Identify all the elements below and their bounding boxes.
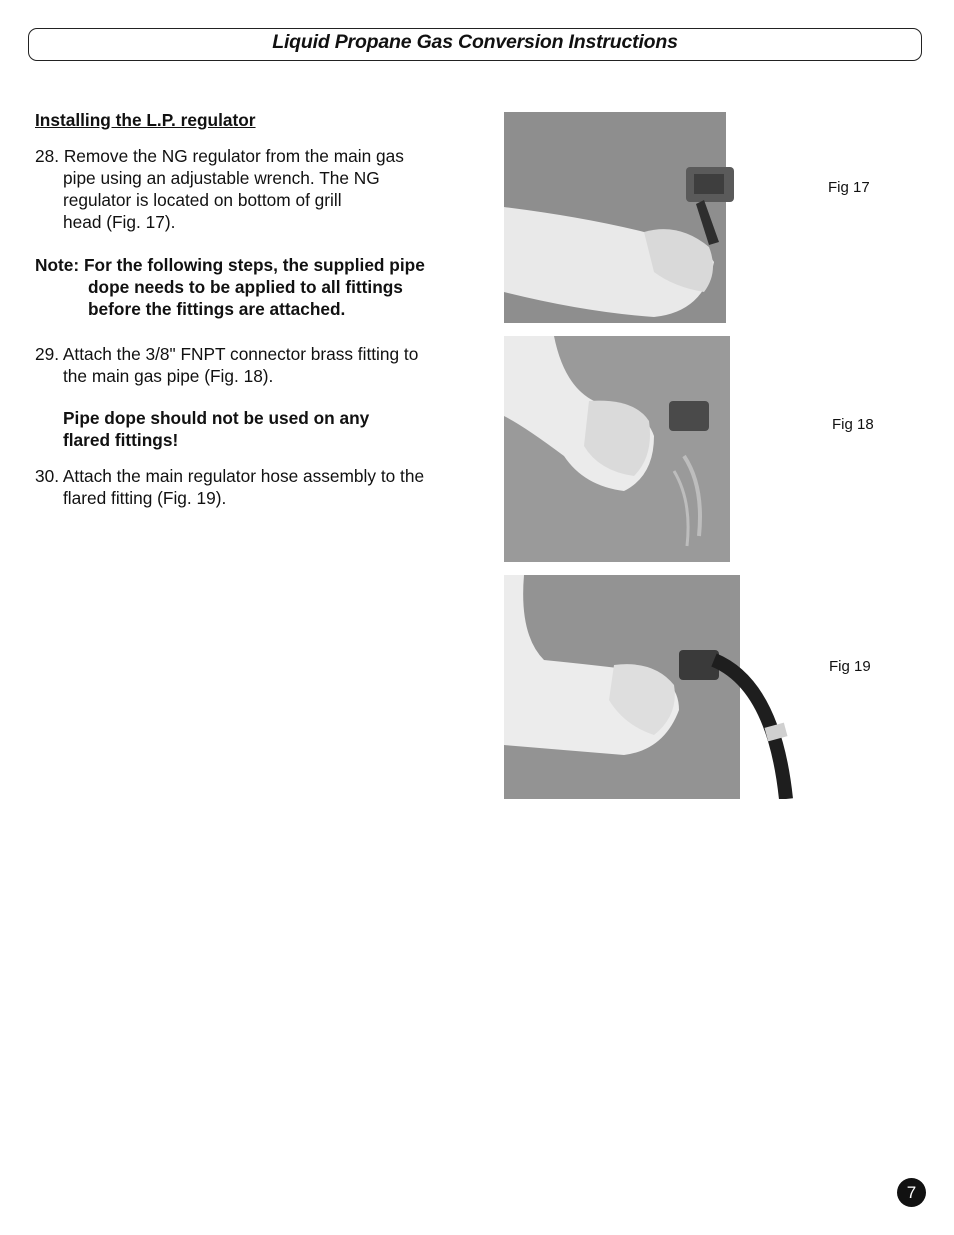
warning-line2: flared fittings! [63,430,179,450]
note-line3: before the fittings are attached. [88,299,346,319]
note-line2: dope needs to be applied to all fittings [88,277,403,297]
warning-block [63,407,443,451]
figure-18-label: Fig 18 [832,416,874,433]
figure-18-photo [504,336,742,562]
step-29 [35,343,475,387]
step-30-line1: 30. Attach the main regulator hose assembly to the [35,466,425,486]
step-28-line2: pipe using an adjustable wrench. The NG [63,168,380,188]
step-30 [35,465,475,509]
header-banner [28,28,922,61]
page-number-badge: 7 [897,1178,926,1207]
section-heading: Installing the L.P. regulator [35,110,256,130]
warning-line1: Pipe dope should not be used on any [63,408,370,428]
step-29-line2: the main gas pipe (Fig. 18). [63,366,274,386]
figure-19-photo [504,575,795,799]
figure-17-label: Fig 17 [828,179,870,196]
note-block [35,254,475,320]
figure-17-photo [504,112,738,323]
step-30-line2: flared fitting (Fig. 19). [63,488,227,508]
step-28-line4: head (Fig. 17). [63,212,176,232]
note-prefix: Note: [35,255,80,275]
step-29-line1: 29. Attach the 3/8" FNPT connector brass fitting to [35,344,419,364]
page-title: Liquid Propane Gas Conversion Instructions [272,31,678,53]
figure-19-label: Fig 19 [829,658,871,675]
step-28 [35,145,475,233]
step-28-line3: regulator is located on bottom of grill [63,190,342,210]
note-line1: For the following steps, the supplied pipe [83,255,425,275]
step-28-line1: 28. Remove the NG regulator from the main gas [35,146,404,166]
